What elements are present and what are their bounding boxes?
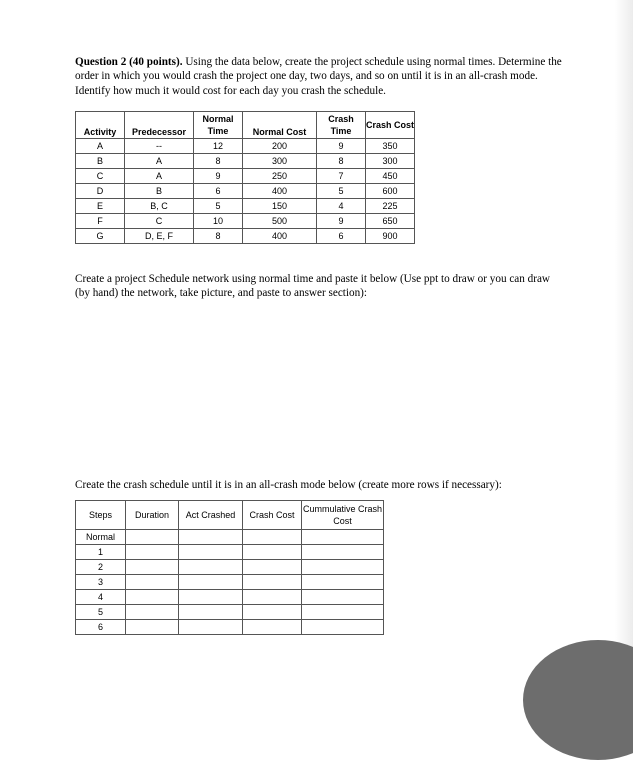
- crash-empty-cell[interactable]: [126, 530, 179, 545]
- data-cell: F: [76, 214, 125, 229]
- data-header-3: Normal Cost: [243, 112, 317, 139]
- data-row: [76, 154, 415, 169]
- data-cell: 500: [243, 214, 317, 229]
- data-cell: 225: [366, 199, 415, 214]
- crash-empty-cell[interactable]: [126, 605, 179, 620]
- crash-empty-cell[interactable]: [302, 530, 384, 545]
- data-header-2: Normal Time: [194, 112, 243, 139]
- crash-empty-cell[interactable]: [302, 605, 384, 620]
- question-paragraph: [75, 55, 565, 98]
- data-cell: 10: [194, 214, 243, 229]
- data-cell: 4: [317, 199, 366, 214]
- data-cell: 200: [243, 139, 317, 154]
- data-cell: A: [76, 139, 125, 154]
- crash-empty-cell[interactable]: [179, 560, 243, 575]
- data-table-header-row: [76, 112, 415, 139]
- crash-step-label: 5: [76, 605, 126, 620]
- crash-empty-cell[interactable]: [126, 620, 179, 635]
- crash-row: [76, 620, 384, 635]
- data-cell: 6: [194, 184, 243, 199]
- crash-schedule-table: [75, 500, 384, 635]
- crash-empty-cell[interactable]: [126, 590, 179, 605]
- data-cell: 6: [317, 229, 366, 244]
- crash-instruction: Create the crash schedule until it is in an all-crash mode below (create more rows if necessary):: [75, 479, 502, 491]
- data-cell: 5: [194, 199, 243, 214]
- data-cell: 12: [194, 139, 243, 154]
- data-cell: B: [125, 184, 194, 199]
- crash-header-0: Steps: [76, 501, 126, 530]
- data-row: [76, 199, 415, 214]
- data-cell: D, E, F: [125, 229, 194, 244]
- data-cell: 450: [366, 169, 415, 184]
- crash-step-label: 6: [76, 620, 126, 635]
- data-cell: 8: [317, 154, 366, 169]
- data-cell: 350: [366, 139, 415, 154]
- crash-row: [76, 530, 384, 545]
- data-header-0: Activity: [76, 112, 125, 139]
- data-cell: C: [76, 169, 125, 184]
- crash-empty-cell[interactable]: [179, 590, 243, 605]
- crash-row: [76, 545, 384, 560]
- data-cell: C: [125, 214, 194, 229]
- crash-row: [76, 560, 384, 575]
- crash-empty-cell[interactable]: [243, 530, 302, 545]
- crash-empty-cell[interactable]: [179, 530, 243, 545]
- page-corner-shadow: [523, 640, 633, 760]
- crash-row: [76, 605, 384, 620]
- data-header-4: Crash Time: [317, 112, 366, 139]
- crash-header-3: Crash Cost: [243, 501, 302, 530]
- data-cell: 7: [317, 169, 366, 184]
- data-cell: 600: [366, 184, 415, 199]
- data-cell: --: [125, 139, 194, 154]
- crash-empty-cell[interactable]: [126, 560, 179, 575]
- data-cell: B: [76, 154, 125, 169]
- crash-empty-cell[interactable]: [243, 560, 302, 575]
- crash-empty-cell[interactable]: [179, 575, 243, 590]
- crash-table-header-row: [76, 501, 384, 530]
- data-cell: 300: [243, 154, 317, 169]
- crash-empty-cell[interactable]: [126, 575, 179, 590]
- crash-empty-cell[interactable]: [302, 560, 384, 575]
- data-cell: 8: [194, 154, 243, 169]
- data-cell: 250: [243, 169, 317, 184]
- data-cell: 9: [317, 139, 366, 154]
- crash-row: [76, 590, 384, 605]
- crash-empty-cell[interactable]: [179, 605, 243, 620]
- crash-empty-cell[interactable]: [243, 620, 302, 635]
- data-header-5: Crash Cost: [366, 112, 415, 139]
- crash-header-2: Act Crashed: [179, 501, 243, 530]
- crash-header-1: Duration: [126, 501, 179, 530]
- crash-step-label: 2: [76, 560, 126, 575]
- crash-row: [76, 575, 384, 590]
- data-cell: 9: [194, 169, 243, 184]
- crash-header-4: Cummulative Crash Cost: [302, 501, 384, 530]
- data-cell: G: [76, 229, 125, 244]
- question-title: Question 2 (40 points).: [75, 56, 183, 68]
- data-cell: A: [125, 169, 194, 184]
- data-cell: A: [125, 154, 194, 169]
- crash-empty-cell[interactable]: [243, 605, 302, 620]
- data-cell: D: [76, 184, 125, 199]
- data-cell: 300: [366, 154, 415, 169]
- activity-data-table: [75, 111, 415, 244]
- data-cell: 900: [366, 229, 415, 244]
- data-row: [76, 214, 415, 229]
- crash-step-label: 3: [76, 575, 126, 590]
- data-row: [76, 139, 415, 154]
- data-cell: 400: [243, 229, 317, 244]
- data-cell: E: [76, 199, 125, 214]
- crash-step-label: Normal: [76, 530, 126, 545]
- crash-empty-cell[interactable]: [243, 575, 302, 590]
- crash-empty-cell[interactable]: [243, 590, 302, 605]
- crash-empty-cell[interactable]: [302, 590, 384, 605]
- data-cell: 9: [317, 214, 366, 229]
- crash-step-label: 4: [76, 590, 126, 605]
- data-cell: 150: [243, 199, 317, 214]
- data-cell: 650: [366, 214, 415, 229]
- data-row: [76, 229, 415, 244]
- crash-empty-cell[interactable]: [179, 545, 243, 560]
- data-cell: B, C: [125, 199, 194, 214]
- crash-empty-cell[interactable]: [126, 545, 179, 560]
- crash-step-label: 1: [76, 545, 126, 560]
- crash-empty-cell[interactable]: [302, 620, 384, 635]
- data-row: [76, 169, 415, 184]
- crash-empty-cell[interactable]: [302, 545, 384, 560]
- data-cell: 5: [317, 184, 366, 199]
- question-text: Using the data below, create the project schedule using normal times. Determine the order in which you would crash the project one day, two days, and so on until it is in an all-crash mode. Identify how much it would cost for each day you crash the schedule.: [75, 56, 562, 97]
- data-cell: 400: [243, 184, 317, 199]
- data-row: [76, 184, 415, 199]
- crash-empty-cell[interactable]: [179, 620, 243, 635]
- data-cell: 8: [194, 229, 243, 244]
- crash-empty-cell[interactable]: [302, 575, 384, 590]
- data-header-1: Predecessor: [125, 112, 194, 139]
- network-instruction: Create a project Schedule network using normal time and paste it below (Use ppt to draw or you can draw (by hand) the network, take picture, and paste to answer section):: [75, 273, 551, 300]
- page-edge-shadow: [615, 0, 633, 700]
- crash-empty-cell[interactable]: [243, 545, 302, 560]
